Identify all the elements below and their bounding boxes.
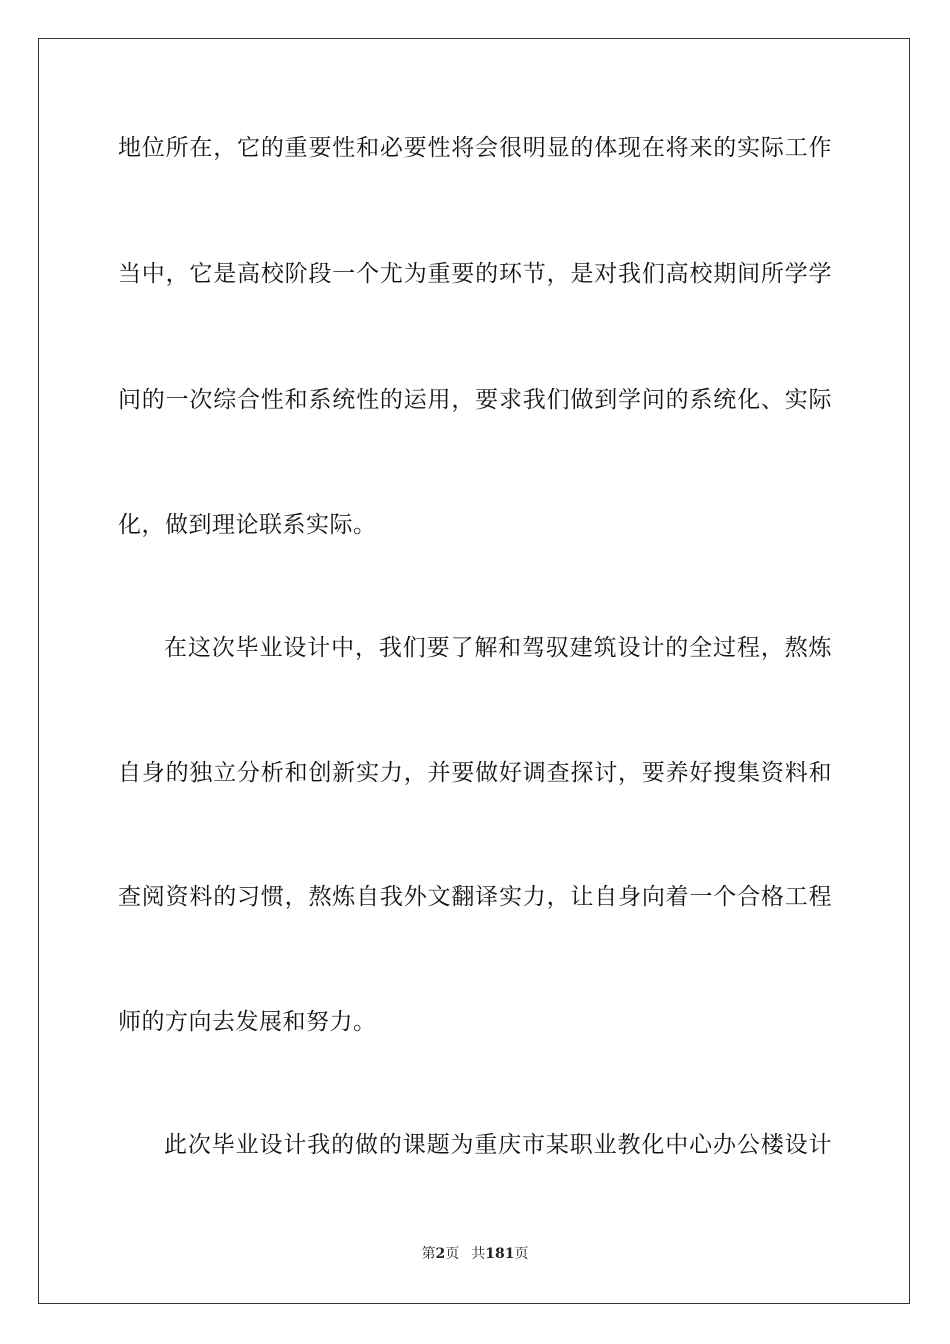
body-text-line: 化，做到理论联系实际。: [118, 512, 377, 538]
body-text-line: 问的一次综合性和系统性的运用，要求我们做到学问的系统化、实际: [118, 387, 832, 413]
body-text-line: 当中，它是高校阶段一个尤为重要的环节，是对我们高校期间所学学: [118, 261, 832, 287]
body-text-line: 自身的独立分析和创新实力，并要做好调查探讨，要养好搜集资料和: [118, 760, 832, 786]
paragraph-first-line: 在这次毕业设计中，我们要了解和驾驭建筑设计的全过程，熬炼: [164, 635, 832, 661]
total-pages: 181: [485, 1246, 515, 1262]
paragraph-first-line: 此次毕业设计我的做的课题为重庆市某职业教化中心办公楼设计: [164, 1132, 832, 1158]
page-border: [38, 38, 910, 1304]
page-footer: [0, 1244, 950, 1264]
page-number: 2: [435, 1246, 446, 1262]
body-text-line: 地位所在，它的重要性和必要性将会很明显的体现在将来的实际工作: [118, 135, 832, 161]
body-text-line: 查阅资料的习惯，熬炼自我外文翻译实力，让自身向着一个合格工程: [118, 884, 832, 910]
total-suffix: 页: [514, 1246, 529, 1262]
page-prefix: 第: [421, 1246, 436, 1262]
total-prefix: 共: [471, 1246, 486, 1262]
page-suffix: 页: [445, 1246, 460, 1262]
body-text-line: 师的方向去发展和努力。: [118, 1009, 377, 1035]
